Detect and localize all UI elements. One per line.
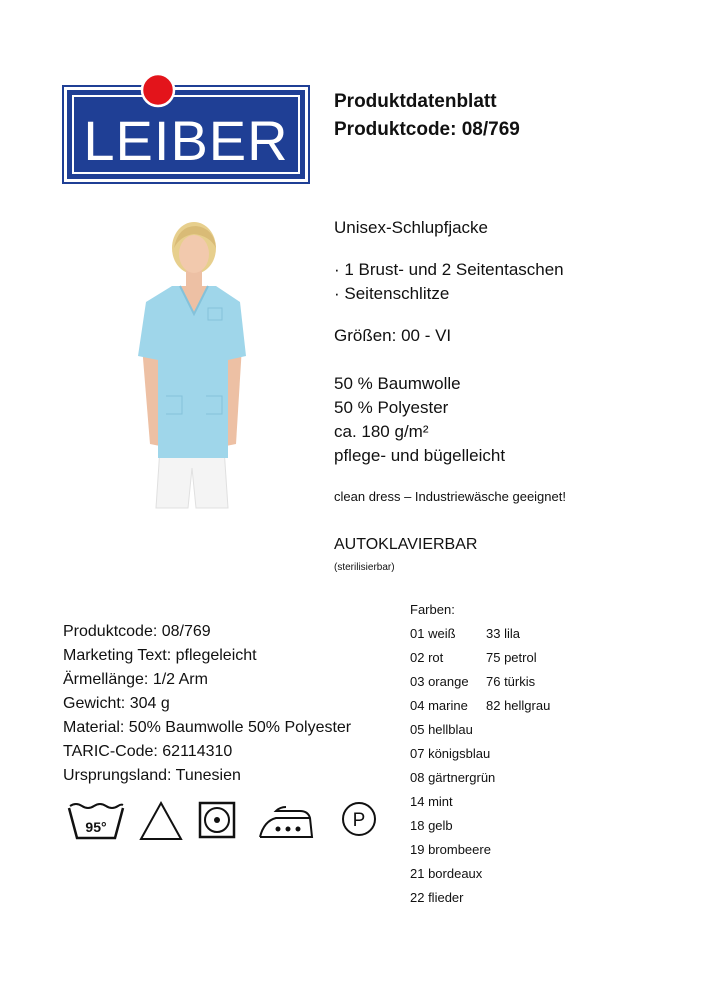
spec-origin-country: Ursprungsland: Tunesien [63,767,241,784]
color-item: 14 mint [410,794,453,809]
color-item: 01 weiß [410,626,456,641]
spec-product-code: Produktcode: 08/769 [63,623,211,640]
spec-list [63,620,351,788]
leiber-logo [62,74,310,184]
material-block [334,372,505,468]
colors-label: Farben: [410,602,455,617]
tumble-dry-icon [198,800,236,840]
color-item: 19 brombeere [410,842,491,857]
wash-95-icon [66,800,126,842]
color-row [410,862,550,886]
spec-weight: Gewicht: 304 g [63,695,170,712]
autoclave-note: (sterilisierbar) [334,562,395,573]
color-row [410,718,550,742]
product-photo [136,218,248,510]
logo-wordmark: LEIBER [83,109,289,172]
sheet-title-line1: Produktdatenblatt [334,91,497,112]
color-item: 03 orange [410,674,469,689]
feature-list [334,258,564,306]
color-item: 33 lila [486,626,520,641]
color-row [410,670,550,694]
color-row [410,838,550,862]
color-item: 76 türkis [486,674,536,689]
sizes: Größen: 00 - VI [334,326,452,345]
material-line: ca. 180 g/m² [334,422,429,441]
color-item: 04 marine [410,698,468,713]
color-row [410,694,550,718]
feature-item: · Seitenschlitze [334,284,450,303]
product-name: Unisex-Schlupfjacke [334,218,489,237]
color-list [410,598,550,910]
iron-three-dots-icon [256,800,316,842]
color-item: 18 gelb [410,818,453,833]
color-row [410,646,550,670]
color-item: 82 hellgrau [486,698,551,713]
material-line: 50 % Baumwolle [334,374,461,393]
color-row [410,622,550,646]
color-item: 07 königsblau [410,746,491,761]
color-row [410,790,550,814]
spec-marketing-text: Marketing Text: pflegeleicht [63,647,257,664]
spec-sleeve-length: Ärmellänge: 1/2 Arm [63,671,208,688]
sheet-title-line2: Produktcode: 08/769 [334,119,520,140]
dryclean-letter: P [352,810,366,831]
feature-item: · 1 Brust- und 2 Seitentaschen [334,260,564,279]
color-row [410,886,550,910]
color-row [410,742,550,766]
color-item: 05 hellblau [410,722,473,737]
spec-material: Material: 50% Baumwolle 50% Polyester [63,719,352,736]
color-item: 21 bordeaux [410,866,483,881]
spec-taric-code: TARIC-Code: 62114310 [63,743,233,760]
wash-temperature: 95° [85,819,107,835]
color-row [410,766,550,790]
color-item: 22 flieder [410,890,464,905]
color-item: 75 petrol [486,650,537,665]
color-item: 02 rot [410,650,444,665]
bleach-triangle-icon [138,800,184,842]
sheet-title [334,88,520,144]
autoclave-label: AUTOKLAVIERBAR [334,536,478,553]
clean-dress-note: clean dress – Industriewäsche geeignet! [334,489,566,504]
color-item: 08 gärtnergrün [410,770,496,785]
material-line: pflege- und bügelleicht [334,446,506,465]
material-line: 50 % Polyester [334,398,449,417]
dryclean-p-icon [340,800,378,838]
color-row [410,814,550,838]
